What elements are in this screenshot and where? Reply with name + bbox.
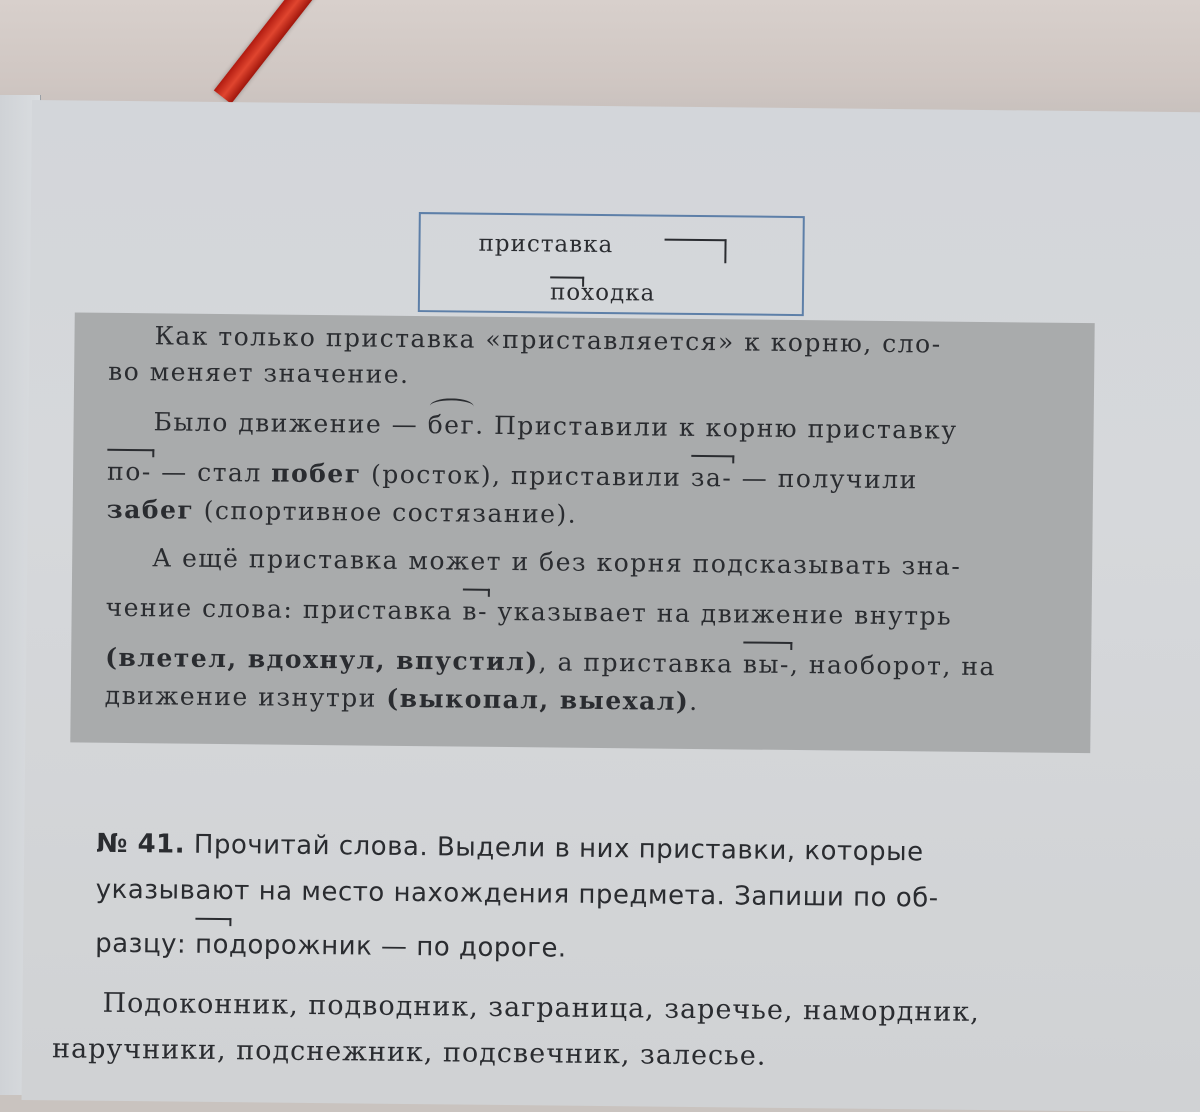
task-41 <box>95 821 939 976</box>
prefix-scheme-box <box>418 212 805 316</box>
prefix-mark-icon <box>550 276 584 286</box>
word-list <box>52 980 980 1082</box>
prefix-sign-icon <box>664 239 726 264</box>
rule-p2-line1: Было движение — бег. Приставили к корню приставку <box>153 407 958 445</box>
rule-p2-line2: по- — стал побег (росток), приставили за- — получили <box>107 453 918 499</box>
rule-p1-line1: Как только приставка «приставляется» к корню, сло- <box>154 321 942 359</box>
scheme-label: приставка <box>478 230 614 259</box>
word-list-line1: Подоконник, подводник, заграница, заречье, намордник, <box>102 987 980 1028</box>
prefix-vy: вы- <box>743 645 790 683</box>
task-line3: разцу: подорожник — по дороге. <box>95 921 938 976</box>
scheme-example: походка <box>550 279 656 306</box>
rule-block <box>70 312 1094 753</box>
task-line1: № 41. Прочитай слова. Выдели в них приставки, которые <box>96 828 924 868</box>
prefix-v: в- <box>462 593 488 631</box>
prefix-po: по- <box>107 453 152 491</box>
rule-p3-line1: А ещё приставка может и без корня подсказывать зна- <box>152 543 962 581</box>
task-line2: указывают на место нахождения предмета. Запиши по об- <box>95 874 939 914</box>
rule-p2-line3: забег (спортивное состязание). <box>106 494 578 529</box>
prefix-za: за- <box>691 459 733 497</box>
rule-p1-line2: во меняет значение. <box>108 356 410 389</box>
word-list-line2: наручники, подснежник, подсвечник, залесье. <box>51 1033 767 1072</box>
rule-p3-line4: движение изнутри (выкопал, выехал). <box>104 680 699 717</box>
task-number: № 41. <box>96 828 186 860</box>
root-arc-icon: бег <box>428 406 476 444</box>
prefix-po-sample: по <box>195 922 229 968</box>
rule-p3-line2: чение слова: приставка в- указывает на движение внутрь <box>105 592 953 631</box>
textbook-page <box>22 100 1200 1112</box>
rule-p3-line3: (влетел, вдохнул, впустил), а приставка вы-, наоборот, на <box>105 639 996 686</box>
